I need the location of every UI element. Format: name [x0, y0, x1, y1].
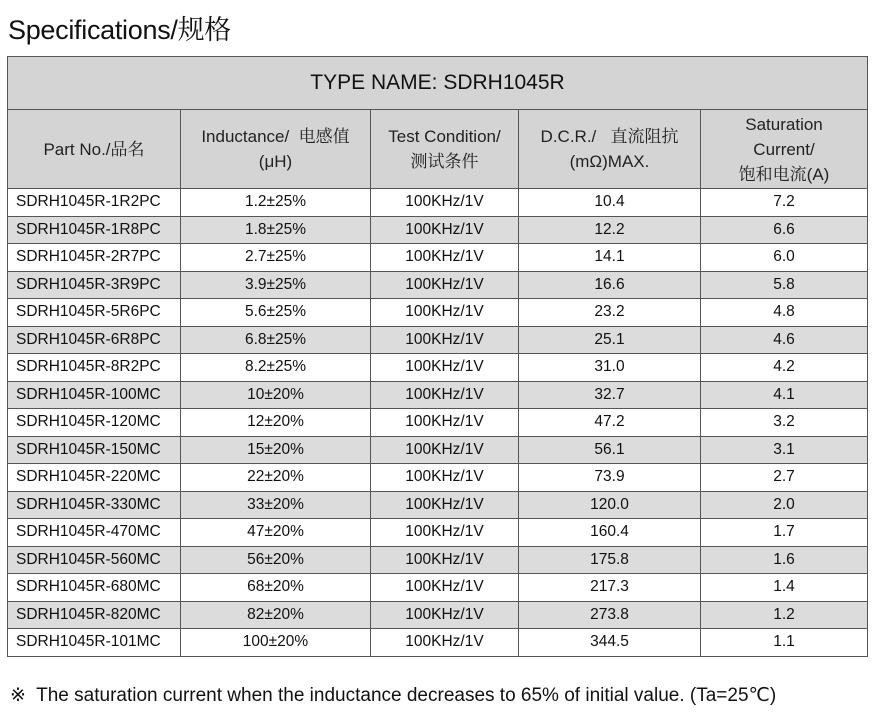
test-condition-cell: 100KHz/1V — [371, 189, 519, 217]
test-condition-cell: 100KHz/1V — [371, 629, 519, 657]
table-row — [8, 601, 868, 629]
table-row — [8, 574, 868, 602]
part-number-cell: SDRH1045R-1R2PC — [8, 189, 181, 217]
inductance-cell: 2.7±25% — [181, 244, 371, 272]
dcr-cell: 12.2 — [519, 216, 701, 244]
saturation-header — [701, 110, 868, 189]
test-condition-cell: 100KHz/1V — [371, 464, 519, 492]
test-condition-cell: 100KHz/1V — [371, 326, 519, 354]
inductance-cell: 3.9±25% — [181, 271, 371, 299]
test-condition-cell: 100KHz/1V — [371, 574, 519, 602]
part-number-cell: SDRH1045R-560MC — [8, 546, 181, 574]
inductance-cell: 68±20% — [181, 574, 371, 602]
part-number-cell: SDRH1045R-220MC — [8, 464, 181, 492]
inductance-cell: 100±20% — [181, 629, 371, 657]
table-row — [8, 409, 868, 437]
dcr-cell: 175.8 — [519, 546, 701, 574]
saturation-current-cell: 4.2 — [701, 354, 868, 382]
test-condition-cell: 100KHz/1V — [371, 409, 519, 437]
inductance-cell: 8.2±25% — [181, 354, 371, 382]
part-number-cell: SDRH1045R-100MC — [8, 381, 181, 409]
part-number-cell: SDRH1045R-2R7PC — [8, 244, 181, 272]
saturation-current-cell: 1.1 — [701, 629, 868, 657]
dcr-header — [519, 110, 701, 189]
table-row — [8, 381, 868, 409]
table-row — [8, 326, 868, 354]
dcr-cell: 47.2 — [519, 409, 701, 437]
test-condition-cell: 100KHz/1V — [371, 354, 519, 382]
test-condition-header-line2: 测试条件 — [410, 152, 479, 171]
part-number-cell: SDRH1045R-101MC — [8, 629, 181, 657]
saturation-current-cell: 2.7 — [701, 464, 868, 492]
test-condition-header — [371, 110, 519, 189]
footnote: ※ The saturation current when the inductance decreases to 65% of initial value. (Ta=25℃) — [10, 685, 777, 706]
dcr-cell: 56.1 — [519, 436, 701, 464]
saturation-current-cell: 6.6 — [701, 216, 868, 244]
inductance-cell: 15±20% — [181, 436, 371, 464]
inductance-cell: 10±20% — [181, 381, 371, 409]
table-row — [8, 271, 868, 299]
part-number-cell: SDRH1045R-5R6PC — [8, 299, 181, 327]
dcr-header-line2: (mΩ)MAX. — [569, 152, 650, 171]
dcr-cell: 73.9 — [519, 464, 701, 492]
test-condition-cell: 100KHz/1V — [371, 436, 519, 464]
dcr-cell: 344.5 — [519, 629, 701, 657]
inductance-header — [181, 110, 371, 189]
dcr-cell: 32.7 — [519, 381, 701, 409]
part-number-cell: SDRH1045R-150MC — [8, 436, 181, 464]
dcr-cell: 23.2 — [519, 299, 701, 327]
test-condition-cell: 100KHz/1V — [371, 519, 519, 547]
spec-table-body — [8, 189, 868, 657]
page-title: Specifications/规格 — [8, 15, 231, 45]
part-number-cell: SDRH1045R-3R9PC — [8, 271, 181, 299]
test-condition-cell: 100KHz/1V — [371, 299, 519, 327]
saturation-current-cell: 1.7 — [701, 519, 868, 547]
saturation-header-line2: Current/ — [753, 139, 815, 159]
inductance-cell: 5.6±25% — [181, 299, 371, 327]
saturation-current-cell: 5.8 — [701, 271, 868, 299]
dcr-cell: 217.3 — [519, 574, 701, 602]
inductance-cell: 22±20% — [181, 464, 371, 492]
test-condition-header-line1: Test Condition/ — [388, 127, 501, 146]
dcr-cell: 120.0 — [519, 491, 701, 519]
dcr-cell: 14.1 — [519, 244, 701, 272]
saturation-current-cell: 6.0 — [701, 244, 868, 272]
saturation-current-cell: 4.8 — [701, 299, 868, 327]
spec-table — [7, 56, 868, 657]
table-row — [8, 216, 868, 244]
table-row — [8, 491, 868, 519]
inductance-cell: 1.2±25% — [181, 189, 371, 217]
part-no-header — [8, 110, 181, 189]
inductance-cell: 1.8±25% — [181, 216, 371, 244]
part-number-cell: SDRH1045R-8R2PC — [8, 354, 181, 382]
inductance-header-line1: Inductance/ 电感值 — [201, 127, 350, 146]
test-condition-cell: 100KHz/1V — [371, 601, 519, 629]
dcr-cell: 273.8 — [519, 601, 701, 629]
dcr-cell: 25.1 — [519, 326, 701, 354]
inductance-cell: 47±20% — [181, 519, 371, 547]
dcr-cell: 16.6 — [519, 271, 701, 299]
type-name-header: TYPE NAME: SDRH1045R — [8, 57, 868, 110]
saturation-current-cell: 1.4 — [701, 574, 868, 602]
saturation-current-cell: 7.2 — [701, 189, 868, 217]
table-row — [8, 464, 868, 492]
inductance-cell: 12±20% — [181, 409, 371, 437]
test-condition-cell: 100KHz/1V — [371, 244, 519, 272]
part-number-cell: SDRH1045R-680MC — [8, 574, 181, 602]
dcr-cell: 10.4 — [519, 189, 701, 217]
test-condition-cell: 100KHz/1V — [371, 491, 519, 519]
test-condition-cell: 100KHz/1V — [371, 381, 519, 409]
part-number-cell: SDRH1045R-820MC — [8, 601, 181, 629]
dcr-header-line1: D.C.R./ 直流阻抗 — [540, 127, 679, 146]
saturation-header-line1: Saturation — [745, 114, 823, 134]
part-number-cell: SDRH1045R-330MC — [8, 491, 181, 519]
part-no-header-label: Part No./品名 — [43, 139, 145, 159]
table-row — [8, 189, 868, 217]
inductance-cell: 56±20% — [181, 546, 371, 574]
saturation-current-cell: 3.1 — [701, 436, 868, 464]
saturation-current-cell: 1.2 — [701, 601, 868, 629]
saturation-header-line3: 饱和电流(A) — [738, 164, 830, 184]
part-number-cell: SDRH1045R-470MC — [8, 519, 181, 547]
part-number-cell: SDRH1045R-120MC — [8, 409, 181, 437]
saturation-current-cell: 2.0 — [701, 491, 868, 519]
test-condition-cell: 100KHz/1V — [371, 216, 519, 244]
table-row — [8, 436, 868, 464]
test-condition-cell: 100KHz/1V — [371, 271, 519, 299]
saturation-current-cell: 3.2 — [701, 409, 868, 437]
inductance-header-line2: (μH) — [258, 152, 293, 171]
dcr-cell: 160.4 — [519, 519, 701, 547]
table-row — [8, 244, 868, 272]
saturation-current-cell: 1.6 — [701, 546, 868, 574]
saturation-current-cell: 4.6 — [701, 326, 868, 354]
table-row — [8, 299, 868, 327]
table-row — [8, 519, 868, 547]
table-row — [8, 546, 868, 574]
test-condition-cell: 100KHz/1V — [371, 546, 519, 574]
part-number-cell: SDRH1045R-1R8PC — [8, 216, 181, 244]
saturation-current-cell: 4.1 — [701, 381, 868, 409]
dcr-cell: 31.0 — [519, 354, 701, 382]
part-number-cell: SDRH1045R-6R8PC — [8, 326, 181, 354]
table-row — [8, 629, 868, 657]
inductance-cell: 82±20% — [181, 601, 371, 629]
table-row — [8, 354, 868, 382]
inductance-cell: 33±20% — [181, 491, 371, 519]
inductance-cell: 6.8±25% — [181, 326, 371, 354]
